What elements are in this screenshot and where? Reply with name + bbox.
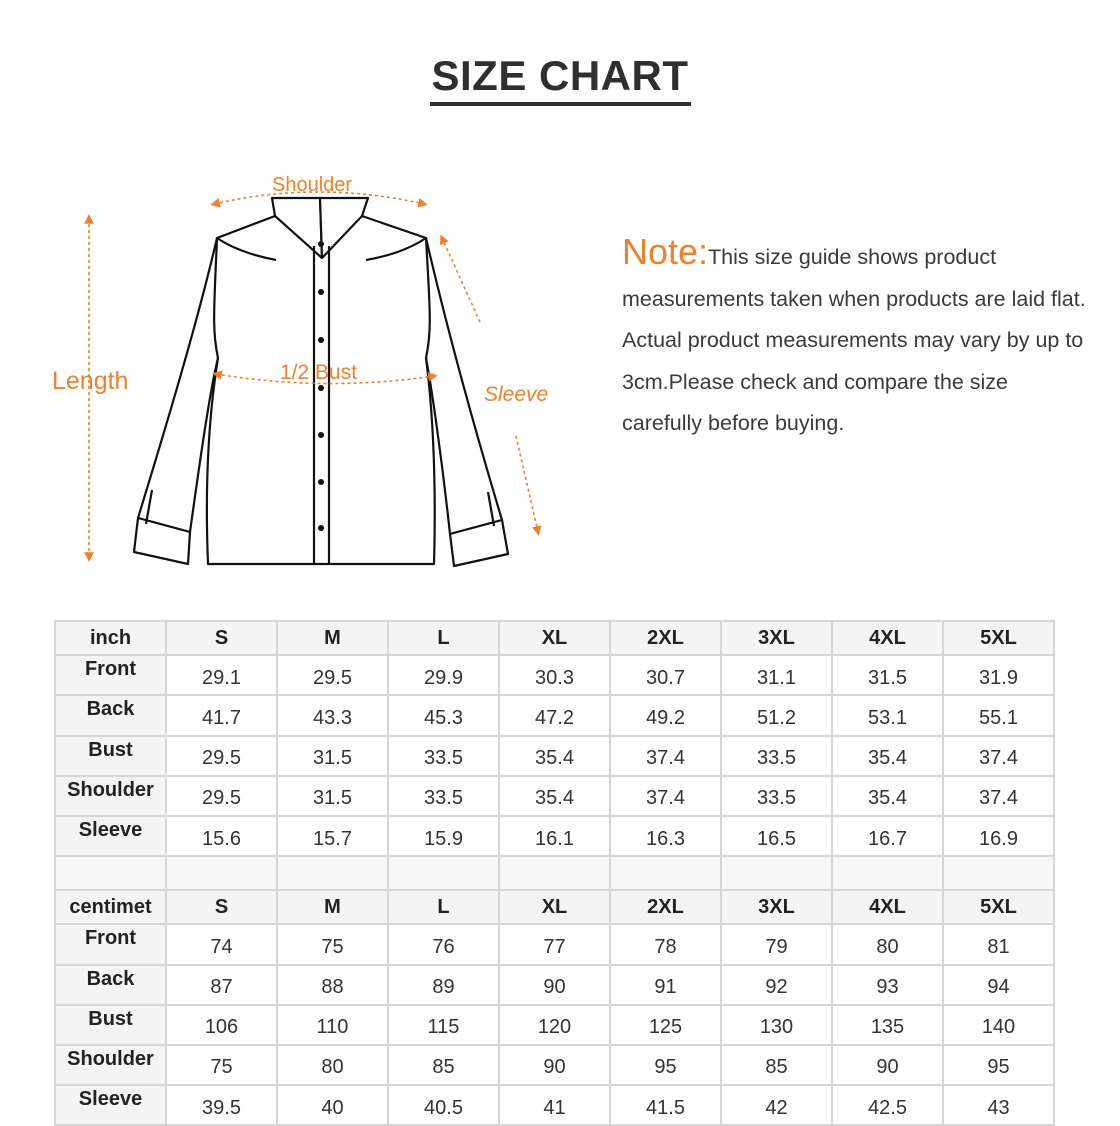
row-label: Shoulder	[55, 1045, 166, 1085]
note-text: This size guide shows product measurements taken when products are laid flat. Actual product measurements may vary by up to 3cm.Please check and compare the size carefully before buying.	[622, 245, 1086, 435]
table-cell: 35.4	[499, 736, 610, 776]
shirt-measurement-diagram	[40, 160, 580, 580]
note-label: Note:	[622, 231, 709, 272]
table-row	[55, 816, 1054, 856]
table-cell: 16.7	[832, 816, 943, 856]
row-label: Bust	[55, 736, 166, 776]
table-row	[55, 736, 1054, 776]
bust-label: 1/2 Bust	[280, 361, 358, 384]
size-header-cell: L	[388, 890, 499, 924]
table-cell: 51.2	[721, 695, 832, 735]
table-cell: 29.9	[388, 655, 499, 695]
table-cell: 41.7	[166, 695, 277, 735]
table-cell: 31.5	[277, 736, 388, 776]
table-cell: 39.5	[166, 1085, 277, 1125]
table-cell: 42	[721, 1085, 832, 1125]
table-cell: 33.5	[388, 776, 499, 816]
inch-header-row	[55, 621, 1054, 655]
table-cell: 35.4	[832, 736, 943, 776]
table-cell: 41.5	[610, 1085, 721, 1125]
unit-label-cm: centimet	[55, 890, 166, 924]
table-cell: 35.4	[499, 776, 610, 816]
table-cell: 40.5	[388, 1085, 499, 1125]
table-row	[55, 655, 1054, 695]
table-cell: 80	[277, 1045, 388, 1085]
spacer-cell	[721, 856, 832, 890]
note-block	[622, 231, 1092, 445]
table-cell: 79	[721, 924, 832, 964]
spacer-cell	[277, 856, 388, 890]
size-header-cell: XL	[499, 621, 610, 655]
table-cell: 33.5	[388, 736, 499, 776]
sleeve-arrow-lower	[516, 436, 538, 532]
spacer-cell	[610, 856, 721, 890]
table-cell: 88	[277, 965, 388, 1005]
table-row	[55, 776, 1054, 816]
row-label: Front	[55, 655, 166, 695]
table-cell: 85	[388, 1045, 499, 1085]
page-title-text: SIZE CHART	[430, 52, 691, 106]
size-header-cell: S	[166, 890, 277, 924]
size-header-cell: L	[388, 621, 499, 655]
unit-label-inch: inch	[55, 621, 166, 655]
table-cell: 110	[277, 1005, 388, 1045]
table-cell: 37.4	[943, 776, 1054, 816]
size-header-cell: S	[166, 621, 277, 655]
row-label: Sleeve	[55, 816, 166, 856]
table-cell: 120	[499, 1005, 610, 1045]
table-cell: 37.4	[943, 736, 1054, 776]
table-cell: 125	[610, 1005, 721, 1045]
row-label: Back	[55, 695, 166, 735]
spacer-cell	[55, 856, 166, 890]
table-cell: 78	[610, 924, 721, 964]
table-cell: 130	[721, 1005, 832, 1045]
table-cell: 95	[610, 1045, 721, 1085]
table-cell: 37.4	[610, 736, 721, 776]
table-cell: 43.3	[277, 695, 388, 735]
table-cell: 92	[721, 965, 832, 1005]
table-cell: 55.1	[943, 695, 1054, 735]
table-cell: 87	[166, 965, 277, 1005]
spacer-cell	[166, 856, 277, 890]
size-header-cell: 4XL	[832, 890, 943, 924]
table-cell: 89	[388, 965, 499, 1005]
size-header-cell: 3XL	[721, 621, 832, 655]
page-title	[0, 52, 1120, 106]
table-cell: 85	[721, 1045, 832, 1085]
size-header-cell: 4XL	[832, 621, 943, 655]
table-cell: 31.1	[721, 655, 832, 695]
table-cell: 29.5	[166, 736, 277, 776]
size-header-cell: M	[277, 890, 388, 924]
table-cell: 140	[943, 1005, 1054, 1045]
table-cell: 16.5	[721, 816, 832, 856]
table-cell: 16.1	[499, 816, 610, 856]
sleeve-label: Sleeve	[484, 383, 549, 406]
table-cell: 15.9	[388, 816, 499, 856]
length-label: Length	[52, 367, 129, 395]
table-cell: 91	[610, 965, 721, 1005]
table-cell: 30.7	[610, 655, 721, 695]
table-cell: 49.2	[610, 695, 721, 735]
size-header-cell: XL	[499, 890, 610, 924]
table-cell: 35.4	[832, 776, 943, 816]
table-cell: 135	[832, 1005, 943, 1045]
table-cell: 33.5	[721, 736, 832, 776]
table-row	[55, 965, 1054, 1005]
table-cell: 29.5	[277, 655, 388, 695]
table-row	[55, 1005, 1054, 1045]
table-cell: 30.3	[499, 655, 610, 695]
table-cell: 33.5	[721, 776, 832, 816]
table-cell: 29.1	[166, 655, 277, 695]
table-cell: 95	[943, 1045, 1054, 1085]
spacer-cell	[943, 856, 1054, 890]
spacer-cell	[499, 856, 610, 890]
shoulder-label: Shoulder	[272, 174, 353, 196]
table-cell: 42.5	[832, 1085, 943, 1125]
table-cell: 47.2	[499, 695, 610, 735]
table-cell: 41	[499, 1085, 610, 1125]
table-cell: 31.5	[832, 655, 943, 695]
spacer-cell	[388, 856, 499, 890]
table-cell: 29.5	[166, 776, 277, 816]
table-cell: 16.9	[943, 816, 1054, 856]
table-cell: 77	[499, 924, 610, 964]
table-cell: 40	[277, 1085, 388, 1125]
size-header-cell: 3XL	[721, 890, 832, 924]
table-cell: 15.7	[277, 816, 388, 856]
table-cell: 31.9	[943, 655, 1054, 695]
spacer-row	[55, 856, 1054, 890]
row-label: Bust	[55, 1005, 166, 1045]
table-cell: 75	[277, 924, 388, 964]
table-cell: 81	[943, 924, 1054, 964]
table-cell: 90	[499, 965, 610, 1005]
table-row	[55, 695, 1054, 735]
table-cell: 90	[832, 1045, 943, 1085]
size-header-cell: 5XL	[943, 621, 1054, 655]
table-cell: 80	[832, 924, 943, 964]
table-cell: 74	[166, 924, 277, 964]
row-label: Shoulder	[55, 776, 166, 816]
spacer-cell	[832, 856, 943, 890]
row-label: Back	[55, 965, 166, 1005]
table-cell: 37.4	[610, 776, 721, 816]
table-cell: 90	[499, 1045, 610, 1085]
table-row	[55, 924, 1054, 964]
table-cell: 16.3	[610, 816, 721, 856]
cm-header-row	[55, 890, 1054, 924]
size-header-cell: 5XL	[943, 890, 1054, 924]
table-cell: 31.5	[277, 776, 388, 816]
size-table	[54, 620, 1055, 1126]
table-cell: 115	[388, 1005, 499, 1045]
table-row	[55, 1045, 1054, 1085]
table-cell: 15.6	[166, 816, 277, 856]
size-header-cell: 2XL	[610, 890, 721, 924]
table-cell: 106	[166, 1005, 277, 1045]
table-cell: 43	[943, 1085, 1054, 1125]
size-header-cell: M	[277, 621, 388, 655]
table-cell: 93	[832, 965, 943, 1005]
table-cell: 45.3	[388, 695, 499, 735]
row-label: Front	[55, 924, 166, 964]
size-header-cell: 2XL	[610, 621, 721, 655]
table-cell: 75	[166, 1045, 277, 1085]
table-cell: 94	[943, 965, 1054, 1005]
sleeve-arrow-upper	[442, 238, 480, 322]
table-cell: 76	[388, 924, 499, 964]
table-row	[55, 1085, 1054, 1125]
table-cell: 53.1	[832, 695, 943, 735]
row-label: Sleeve	[55, 1085, 166, 1125]
